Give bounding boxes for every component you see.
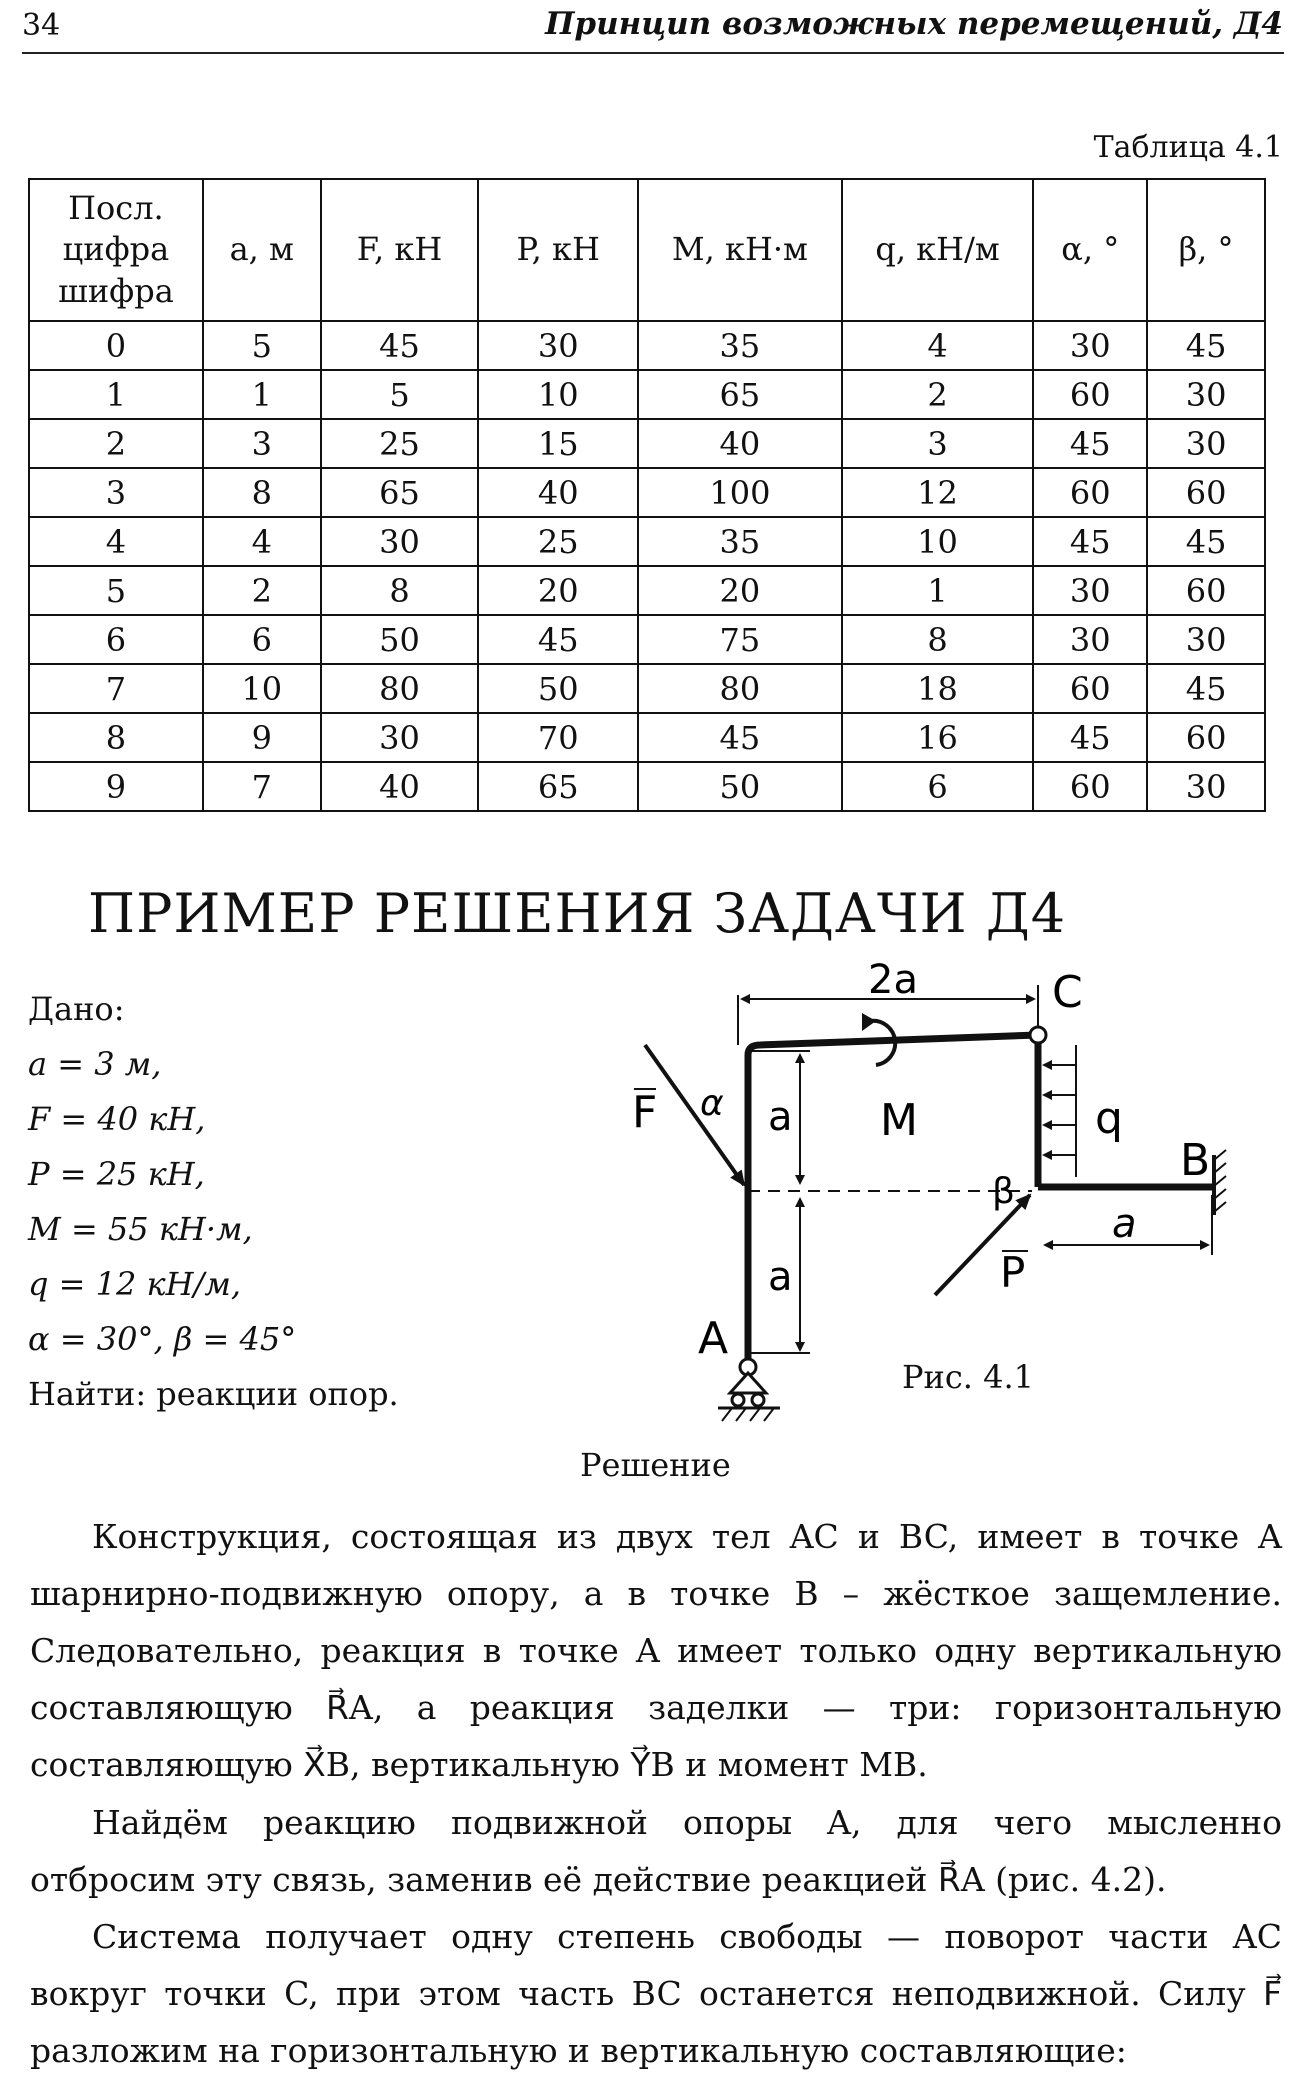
- table-cell: 30: [1147, 615, 1265, 664]
- table-cell: 8: [842, 615, 1034, 664]
- table-cell: 10: [478, 370, 638, 419]
- table-cell: 2: [29, 419, 203, 468]
- table-cell: 75: [638, 615, 842, 664]
- table-cell: 10: [842, 517, 1034, 566]
- table-cell: 7: [203, 762, 321, 811]
- table-cell: 0: [29, 321, 203, 370]
- table-row: [29, 615, 1265, 664]
- solution-paragraph-1: Конструкция, состоящая из двух тел AC и BC, имеет в точке A шарнирно-подвижную опору, а в точке B – жёсткое защемление. Следовательно, реакция в точке A имеет только одну вертикальную составляющую R⃗A, а реакция заделки — три: горизонтальную составляющую X⃗B, вертикальную Y⃗B и момент MB.: [30, 1517, 1282, 1784]
- label-a: A: [698, 1313, 729, 1364]
- table-cell: 30: [1033, 566, 1147, 615]
- table-cell: 7: [29, 664, 203, 713]
- table-cell: 9: [203, 713, 321, 762]
- table-row: [29, 468, 1265, 517]
- table-cell: 80: [321, 664, 479, 713]
- table-cell: 10: [203, 664, 321, 713]
- table-cell: 3: [842, 419, 1034, 468]
- column-header: F, кН: [321, 179, 479, 321]
- frame-diagram: [600, 955, 1260, 1425]
- dimension-a-upper: [750, 1051, 810, 1183]
- column-header: β, °: [1147, 179, 1265, 321]
- table-cell: 45: [1033, 713, 1147, 762]
- label-alpha: α: [700, 1083, 724, 1124]
- label-2a: 2a: [868, 957, 918, 1003]
- table-cell: 1: [29, 370, 203, 419]
- table-cell: 60: [1033, 762, 1147, 811]
- table-cell: 100: [638, 468, 842, 517]
- table-cell: 8: [29, 713, 203, 762]
- table-cell: 45: [1147, 664, 1265, 713]
- label-a-right: a: [1112, 1201, 1137, 1247]
- label-m: M: [880, 1095, 918, 1146]
- column-header: P, кН: [478, 179, 638, 321]
- table-cell: 65: [478, 762, 638, 811]
- given-label: Дано:: [28, 990, 125, 1028]
- dimension-a-lower: [750, 1199, 810, 1353]
- solution-heading: Решение: [580, 1446, 731, 1484]
- table-row: [29, 713, 1265, 762]
- fixed-support-b: [1180, 1135, 1226, 1215]
- table-cell: 30: [1147, 419, 1265, 468]
- given-line: M = 55 кН·м,: [28, 1210, 253, 1248]
- table-cell: 45: [1033, 419, 1147, 468]
- table-cell: 16: [842, 713, 1034, 762]
- table-cell: 3: [29, 468, 203, 517]
- section-title: ПРИМЕР РЕШЕНИЯ ЗАДАЧИ Д4: [88, 882, 1067, 945]
- table-cell: 6: [842, 762, 1034, 811]
- distributed-load-q: [1044, 1045, 1123, 1177]
- table-cell: 60: [1033, 370, 1147, 419]
- table-cell: 65: [638, 370, 842, 419]
- table-cell: 30: [1147, 370, 1265, 419]
- table-cell: 20: [478, 566, 638, 615]
- table-cell: 4: [29, 517, 203, 566]
- force-f: [632, 1045, 744, 1185]
- table-cell: 40: [321, 762, 479, 811]
- table-row: [29, 517, 1265, 566]
- column-header: M, кН·м: [638, 179, 842, 321]
- column-header: α, °: [1033, 179, 1147, 321]
- solution-paragraph-3: Система получает одну степень свободы — поворот части AC вокруг точки C, при этом часть BC останется неподвижной. Силу F⃗ разложим на горизонтальную и вертикальную составляющие:: [30, 1917, 1282, 2070]
- page-number: 34: [22, 8, 61, 43]
- table-cell: 40: [638, 419, 842, 468]
- table-cell: 8: [321, 566, 479, 615]
- table-body: [29, 321, 1265, 811]
- table-cell: 45: [1147, 321, 1265, 370]
- column-header: q, кН/м: [842, 179, 1034, 321]
- solution-paragraph-2: Найдём реакцию подвижной опоры A, для чего мысленно отбросим эту связь, заменив её действие реакцией R⃗A (рис. 4.2).: [30, 1803, 1282, 1899]
- table-cell: 30: [321, 713, 479, 762]
- table-cell: 25: [478, 517, 638, 566]
- label-q: q: [1095, 1093, 1123, 1144]
- table-cell: 45: [321, 321, 479, 370]
- table-cell: 60: [1147, 468, 1265, 517]
- table-cell: 12: [842, 468, 1034, 517]
- given-line: F = 40 кН,: [28, 1100, 206, 1138]
- table-cell: 50: [638, 762, 842, 811]
- label-a-lower: a: [768, 1254, 793, 1300]
- table-cell: 60: [1033, 468, 1147, 517]
- hinge-c: [1030, 1027, 1046, 1043]
- table-cell: 45: [638, 713, 842, 762]
- table-cell: 50: [478, 664, 638, 713]
- given-block: [28, 982, 399, 1422]
- table-cell: 15: [478, 419, 638, 468]
- moment-m: [862, 1013, 918, 1146]
- table-cell: 4: [203, 517, 321, 566]
- table-cell: 30: [478, 321, 638, 370]
- table-row: [29, 566, 1265, 615]
- table-cell: 1: [203, 370, 321, 419]
- dimension-2a: [738, 957, 1038, 1045]
- table-cell: 70: [478, 713, 638, 762]
- given-line: P = 25 кН,: [28, 1155, 205, 1193]
- table-cell: 30: [1033, 321, 1147, 370]
- table-cell: 80: [638, 664, 842, 713]
- table-cell: 9: [29, 762, 203, 811]
- table-cell: 30: [321, 517, 479, 566]
- table-cell: 35: [638, 517, 842, 566]
- table-row: [29, 419, 1265, 468]
- table-cell: 1: [842, 566, 1034, 615]
- given-line: q = 12 кН/м,: [28, 1265, 242, 1303]
- table-cell: 20: [638, 566, 842, 615]
- table-cell: 2: [842, 370, 1034, 419]
- header-rule: [22, 52, 1284, 54]
- label-a-upper: a: [768, 1094, 793, 1140]
- table-cell: 35: [638, 321, 842, 370]
- find-line: Найти: реакции опор.: [28, 1375, 399, 1413]
- force-p: [935, 1171, 1030, 1297]
- table-cell: 5: [203, 321, 321, 370]
- table-cell: 45: [1147, 517, 1265, 566]
- table-cell: 5: [321, 370, 479, 419]
- figure-caption: Рис. 4.1: [902, 1358, 1035, 1396]
- label-b: B: [1180, 1135, 1211, 1186]
- column-header: Посл. цифра шифра: [29, 179, 203, 321]
- table-cell: 60: [1033, 664, 1147, 713]
- label-p: P: [1000, 1248, 1026, 1297]
- variants-table: [28, 178, 1266, 812]
- table-cell: 50: [321, 615, 479, 664]
- table-cell: 18: [842, 664, 1034, 713]
- table-cell: 60: [1147, 566, 1265, 615]
- table-cell: 30: [1033, 615, 1147, 664]
- given-line: α = 30°, β = 45°: [28, 1320, 297, 1358]
- running-title: Принцип возможных перемещений, Д4: [545, 6, 1283, 42]
- table-cell: 25: [321, 419, 479, 468]
- table-cell: 4: [842, 321, 1034, 370]
- table-cell: 3: [203, 419, 321, 468]
- table-cell: 5: [29, 566, 203, 615]
- table-row: [29, 321, 1265, 370]
- table-cell: 2: [203, 566, 321, 615]
- label-c: C: [1052, 967, 1083, 1018]
- given-line: a = 3 м,: [28, 1045, 162, 1083]
- table-cell: 45: [1033, 517, 1147, 566]
- table-cell: 6: [203, 615, 321, 664]
- roller-support-a: [698, 1313, 780, 1421]
- label-f: F: [632, 1087, 658, 1138]
- table-row: [29, 370, 1265, 419]
- dimension-a-right: [1045, 1195, 1212, 1255]
- table-cell: 40: [478, 468, 638, 517]
- table-cell: 6: [29, 615, 203, 664]
- table-cell: 65: [321, 468, 479, 517]
- label-beta: β: [992, 1171, 1015, 1212]
- table-cell: 8: [203, 468, 321, 517]
- table-row: [29, 762, 1265, 811]
- table-cell: 30: [1147, 762, 1265, 811]
- column-header: a, м: [203, 179, 321, 321]
- table-header-row: [29, 179, 1265, 321]
- table-cell: 45: [478, 615, 638, 664]
- table-caption: Таблица 4.1: [1093, 130, 1283, 165]
- table-cell: 60: [1147, 713, 1265, 762]
- table-row: [29, 664, 1265, 713]
